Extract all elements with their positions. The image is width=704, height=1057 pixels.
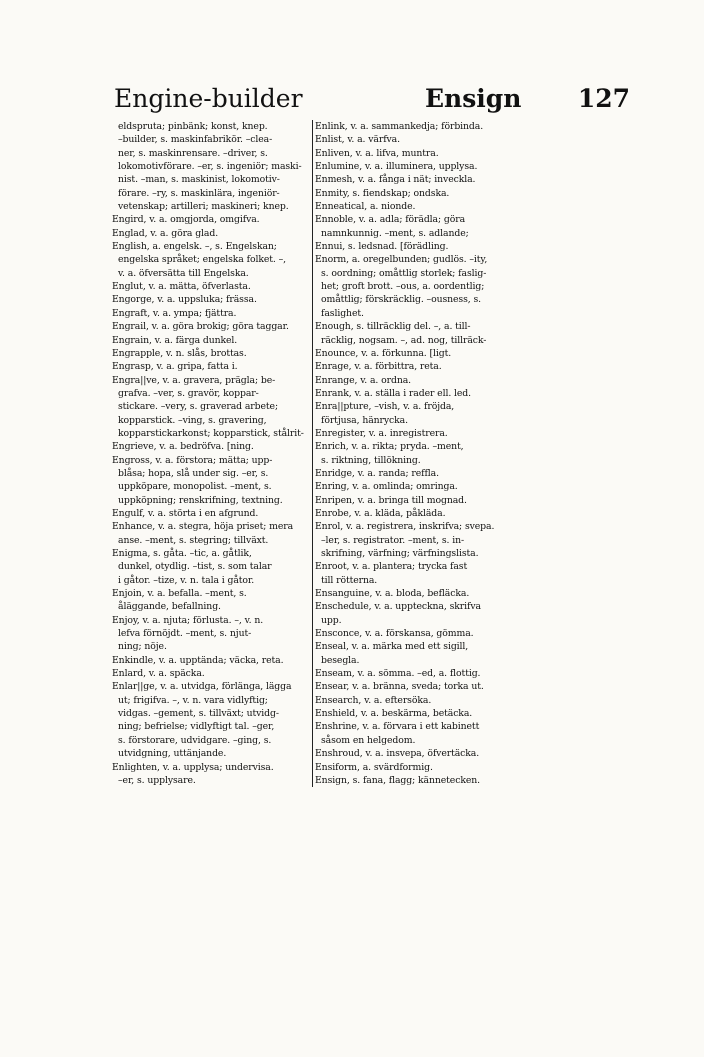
entry-line: Enmesh, v. a. fånga i nät; inveckla. bbox=[315, 174, 476, 186]
entry-line: engelska språket; engelska folket. –, bbox=[118, 254, 287, 266]
entry-line: Enigma, s. gåta. –tic, a. gåtlik, bbox=[112, 548, 252, 559]
entry-line: Enschedule, v. a. uppteckna, skrifva bbox=[315, 601, 481, 613]
entry-line: stickare. –very, s. graverad arbete; bbox=[118, 401, 278, 413]
header-left-guideword: Engine-builder bbox=[114, 84, 303, 113]
entry-line: utvidgning, uttänjande. bbox=[118, 748, 227, 760]
entry-line: Enlighten, v. a. upplysa; undervisa. bbox=[112, 761, 274, 773]
page-header bbox=[100, 84, 630, 118]
entry-line: Enring, v. a. omlinda; omringa. bbox=[315, 481, 458, 493]
entry-line: Engrasp, v. a. gripa, fatta i. bbox=[112, 361, 238, 373]
entry-line: Enroot, v. a. plantera; trycka fast bbox=[315, 561, 468, 573]
entry-line: eldspruta; pinbänk; konst, knep. bbox=[118, 121, 268, 132]
entry-line: skrifning, värfning; värfningslista. bbox=[321, 548, 479, 559]
entry-line: nist. –man, s. maskinist, lokomotiv- bbox=[118, 174, 280, 186]
entry-line: Enlar||ge, v. a. utvidga, förlänga, lägga bbox=[112, 681, 292, 693]
entry-line: Enrobe, v. a. kläda, påkläda. bbox=[315, 507, 446, 519]
entry-line: Enlard, v. a. späcka. bbox=[112, 668, 205, 680]
entry-line: Enorm, a. oregelbunden; gudlös. –ity, bbox=[315, 254, 488, 266]
entry-line: Enlist, v. a. värfva. bbox=[315, 134, 400, 146]
entry-line: dunkel, otydlig. –tist, s. som talar bbox=[118, 561, 272, 573]
entry-line: het; groft brott. –ous, a. oordentlig; bbox=[321, 281, 485, 293]
entry-line: s. oordning; omåttlig storlek; faslig- bbox=[321, 267, 487, 279]
entry-line: Engra||ve, v. a. gravera, prägla; be- bbox=[112, 374, 276, 386]
entry-line: omåttlig; förskräcklig. –ousness, s. bbox=[321, 294, 482, 306]
entry-line: Enliven, v. a. lifva, muntra. bbox=[315, 147, 439, 159]
entry-line: Enregister, v. a. inregistrera. bbox=[315, 427, 448, 439]
entry-line: v. a. öfversätta till Engelska. bbox=[118, 267, 249, 279]
entry-line: Enounce, v. a. förkunna. [ligt. bbox=[315, 347, 452, 359]
entry-line: Enough, s. tillräcklig del. –, a. till- bbox=[315, 321, 471, 333]
entry-line: kopparstickarkonst; kopparstick, stålrit- bbox=[118, 427, 304, 439]
entry-line: Englad, v. a. göra glad. bbox=[112, 227, 219, 239]
entry-line: namnkunnig. –ment, s. adlande; bbox=[321, 227, 469, 239]
entry-line: vidgas. –gement, s. tillväxt; utvidg- bbox=[118, 708, 279, 720]
entry-line: Ensconce, v. a. förskansa, gömma. bbox=[315, 628, 474, 640]
left-column bbox=[112, 120, 312, 787]
entry-line: Enridge, v. a. randa; reffla. bbox=[315, 467, 439, 479]
entry-line: Engorge, v. a. uppsluka; frässa. bbox=[112, 294, 257, 306]
entry-line: s. riktning, tillökning. bbox=[321, 454, 421, 466]
entry-line: lokomotivförare. –er, s. ingeniör; maski- bbox=[118, 161, 302, 173]
entry-line: Enlumine, v. a. illuminera, upplysa. bbox=[315, 161, 478, 173]
entry-line: Ennoble, v. a. adla; förädla; göra bbox=[315, 214, 466, 226]
entry-line: åläggande, befallning. bbox=[118, 601, 221, 613]
entry-line: lefva förnöjdt. –ment, s. njut- bbox=[118, 628, 252, 640]
entry-line: Ensiform, a. svärdformig. bbox=[315, 761, 433, 773]
entry-line: räcklig, nogsam. –, ad. nog, tillräck- bbox=[321, 334, 487, 346]
entry-line: besegla. bbox=[321, 654, 360, 666]
entry-line: –ler, s. registrator. –ment, s. in- bbox=[321, 534, 465, 546]
entry-line: s. förstorare, udvidgare. –ging, s. bbox=[118, 734, 272, 746]
entry-line: Enrange, v. a. ordna. bbox=[315, 374, 412, 386]
entry-line: grafva. –ver, s. gravör, koppar- bbox=[118, 387, 259, 399]
entry-line: uppköpare, monopolist. –ment, s. bbox=[118, 481, 272, 493]
entry-line: Enjoin, v. a. befalla. –ment, s. bbox=[112, 588, 247, 600]
entry-line: Ensign, s. fana, flagg; kännetecken. bbox=[315, 774, 480, 786]
entry-line: Enripen, v. a. bringa till mognad. bbox=[315, 494, 467, 506]
entry-line: såsom en helgedom. bbox=[321, 734, 416, 746]
entry-line: Engrain, v. a. färga dunkel. bbox=[112, 334, 238, 346]
entry-line: Ennui, s. ledsnad. [förädling. bbox=[315, 241, 449, 253]
entry-line: Engrieve, v. a. bedröfva. [ning. bbox=[112, 441, 254, 453]
entry-line: Ensanguine, v. a. bloda, befläcka. bbox=[315, 588, 470, 600]
entry-line: –er, s. upplysare. bbox=[118, 774, 196, 786]
entry-line: Enjoy, v. a. njuta; förlusta. –, v. n. bbox=[112, 614, 264, 626]
entry-line: blåsa; hopa, slå under sig. –er, s. bbox=[118, 467, 269, 479]
entry-line: i gåtor. –tize, v. n. tala i gåtor. bbox=[118, 574, 255, 586]
entry-line: Enseal, v. a. märka med ett sigill, bbox=[315, 641, 469, 653]
entry-line: Engird, v. a. omgjorda, omgifva. bbox=[112, 214, 260, 226]
entry-line: Enshrine, v. a. förvara i ett kabinett bbox=[315, 721, 480, 733]
entry-line: faslighet. bbox=[321, 307, 364, 319]
entry-line: förare. –ry, s. maskinlära, ingeniör- bbox=[118, 187, 280, 199]
entry-line: Enlink, v. a. sammankedja; förbinda. bbox=[315, 121, 484, 132]
entry-line: Enhance, v. a. stegra, höja priset; mera bbox=[112, 521, 294, 533]
entry-line: ut; frigifva. –, v. n. vara vidlyftig; bbox=[118, 694, 268, 706]
entry-line: ning; befrielse; vidlyftigt tal. –ger, bbox=[118, 721, 275, 733]
entry-line: vetenskap; artilleri; maskineri; knep. bbox=[118, 201, 289, 213]
entry-line: anse. –ment, s. stegring; tillväxt. bbox=[118, 534, 269, 546]
entry-line: Enrol, v. a. registrera, inskrifva; svepa. bbox=[315, 521, 495, 533]
entry-line: kopparstick. –ving, s. gravering, bbox=[118, 414, 267, 426]
entry-line: Enrage, v. a. förbittra, reta. bbox=[315, 361, 442, 373]
entry-line: Enshroud, v. a. insvepa, öfvertäcka. bbox=[315, 748, 480, 760]
entry-line: Engrail, v. a. göra brokig; göra taggar. bbox=[112, 321, 289, 333]
entry-line: Engraft, v. a. ympa; fjättra. bbox=[112, 307, 237, 319]
entry-line: Engross, v. a. förstora; mätta; upp- bbox=[112, 454, 273, 466]
right-column bbox=[312, 120, 523, 787]
entry-line: Enshield, v. a. beskärma, betäcka. bbox=[315, 708, 473, 720]
page-number: 127 bbox=[577, 84, 630, 113]
entry-line: Enneatical, a. nionde. bbox=[315, 201, 416, 213]
entry-line: Englut, v. a. mätta, öfverlasta. bbox=[112, 281, 251, 293]
entry-line: Ensearch, v. a. eftersöka. bbox=[315, 694, 432, 706]
entry-line: –builder, s. maskinfabrikör. –clea- bbox=[118, 134, 273, 146]
entry-line: Ensear, v. a. bränna, sveda; torka ut. bbox=[315, 681, 484, 693]
entry-line: Enmity, s. fiendskap; ondska. bbox=[315, 187, 450, 199]
entry-line: Engrapple, v. n. slås, brottas. bbox=[112, 347, 247, 359]
entry-line: uppköpning; renskrifning, textning. bbox=[118, 494, 283, 506]
entry-line: Enrich, v. a. rikta; pryda. –ment, bbox=[315, 441, 464, 453]
header-right-guideword: Ensign bbox=[425, 84, 522, 113]
entry-line: till rötterna. bbox=[321, 574, 378, 586]
entry-line: ning; nöje. bbox=[118, 641, 167, 653]
entry-line: Enra||pture, –vish, v. a. fröjda, bbox=[315, 401, 455, 413]
entry-line: upp. bbox=[321, 614, 342, 626]
entry-line: ner, s. maskinrensare. –driver, s. bbox=[118, 147, 268, 159]
entry-line: Engulf, v. a. störta i en afgrund. bbox=[112, 507, 259, 519]
entry-line: Enrank, v. a. ställa i rader ell. led. bbox=[315, 387, 472, 399]
entry-line: Enkindle, v. a. upptända; väcka, reta. bbox=[112, 654, 284, 666]
entry-line: English, a. engelsk. –, s. Engelskan; bbox=[112, 241, 277, 253]
entry-line: Enseam, v. a. sömma. –ed, a. flottig. bbox=[315, 668, 481, 680]
entry-line: förtjusa, hänrycka. bbox=[321, 414, 408, 426]
